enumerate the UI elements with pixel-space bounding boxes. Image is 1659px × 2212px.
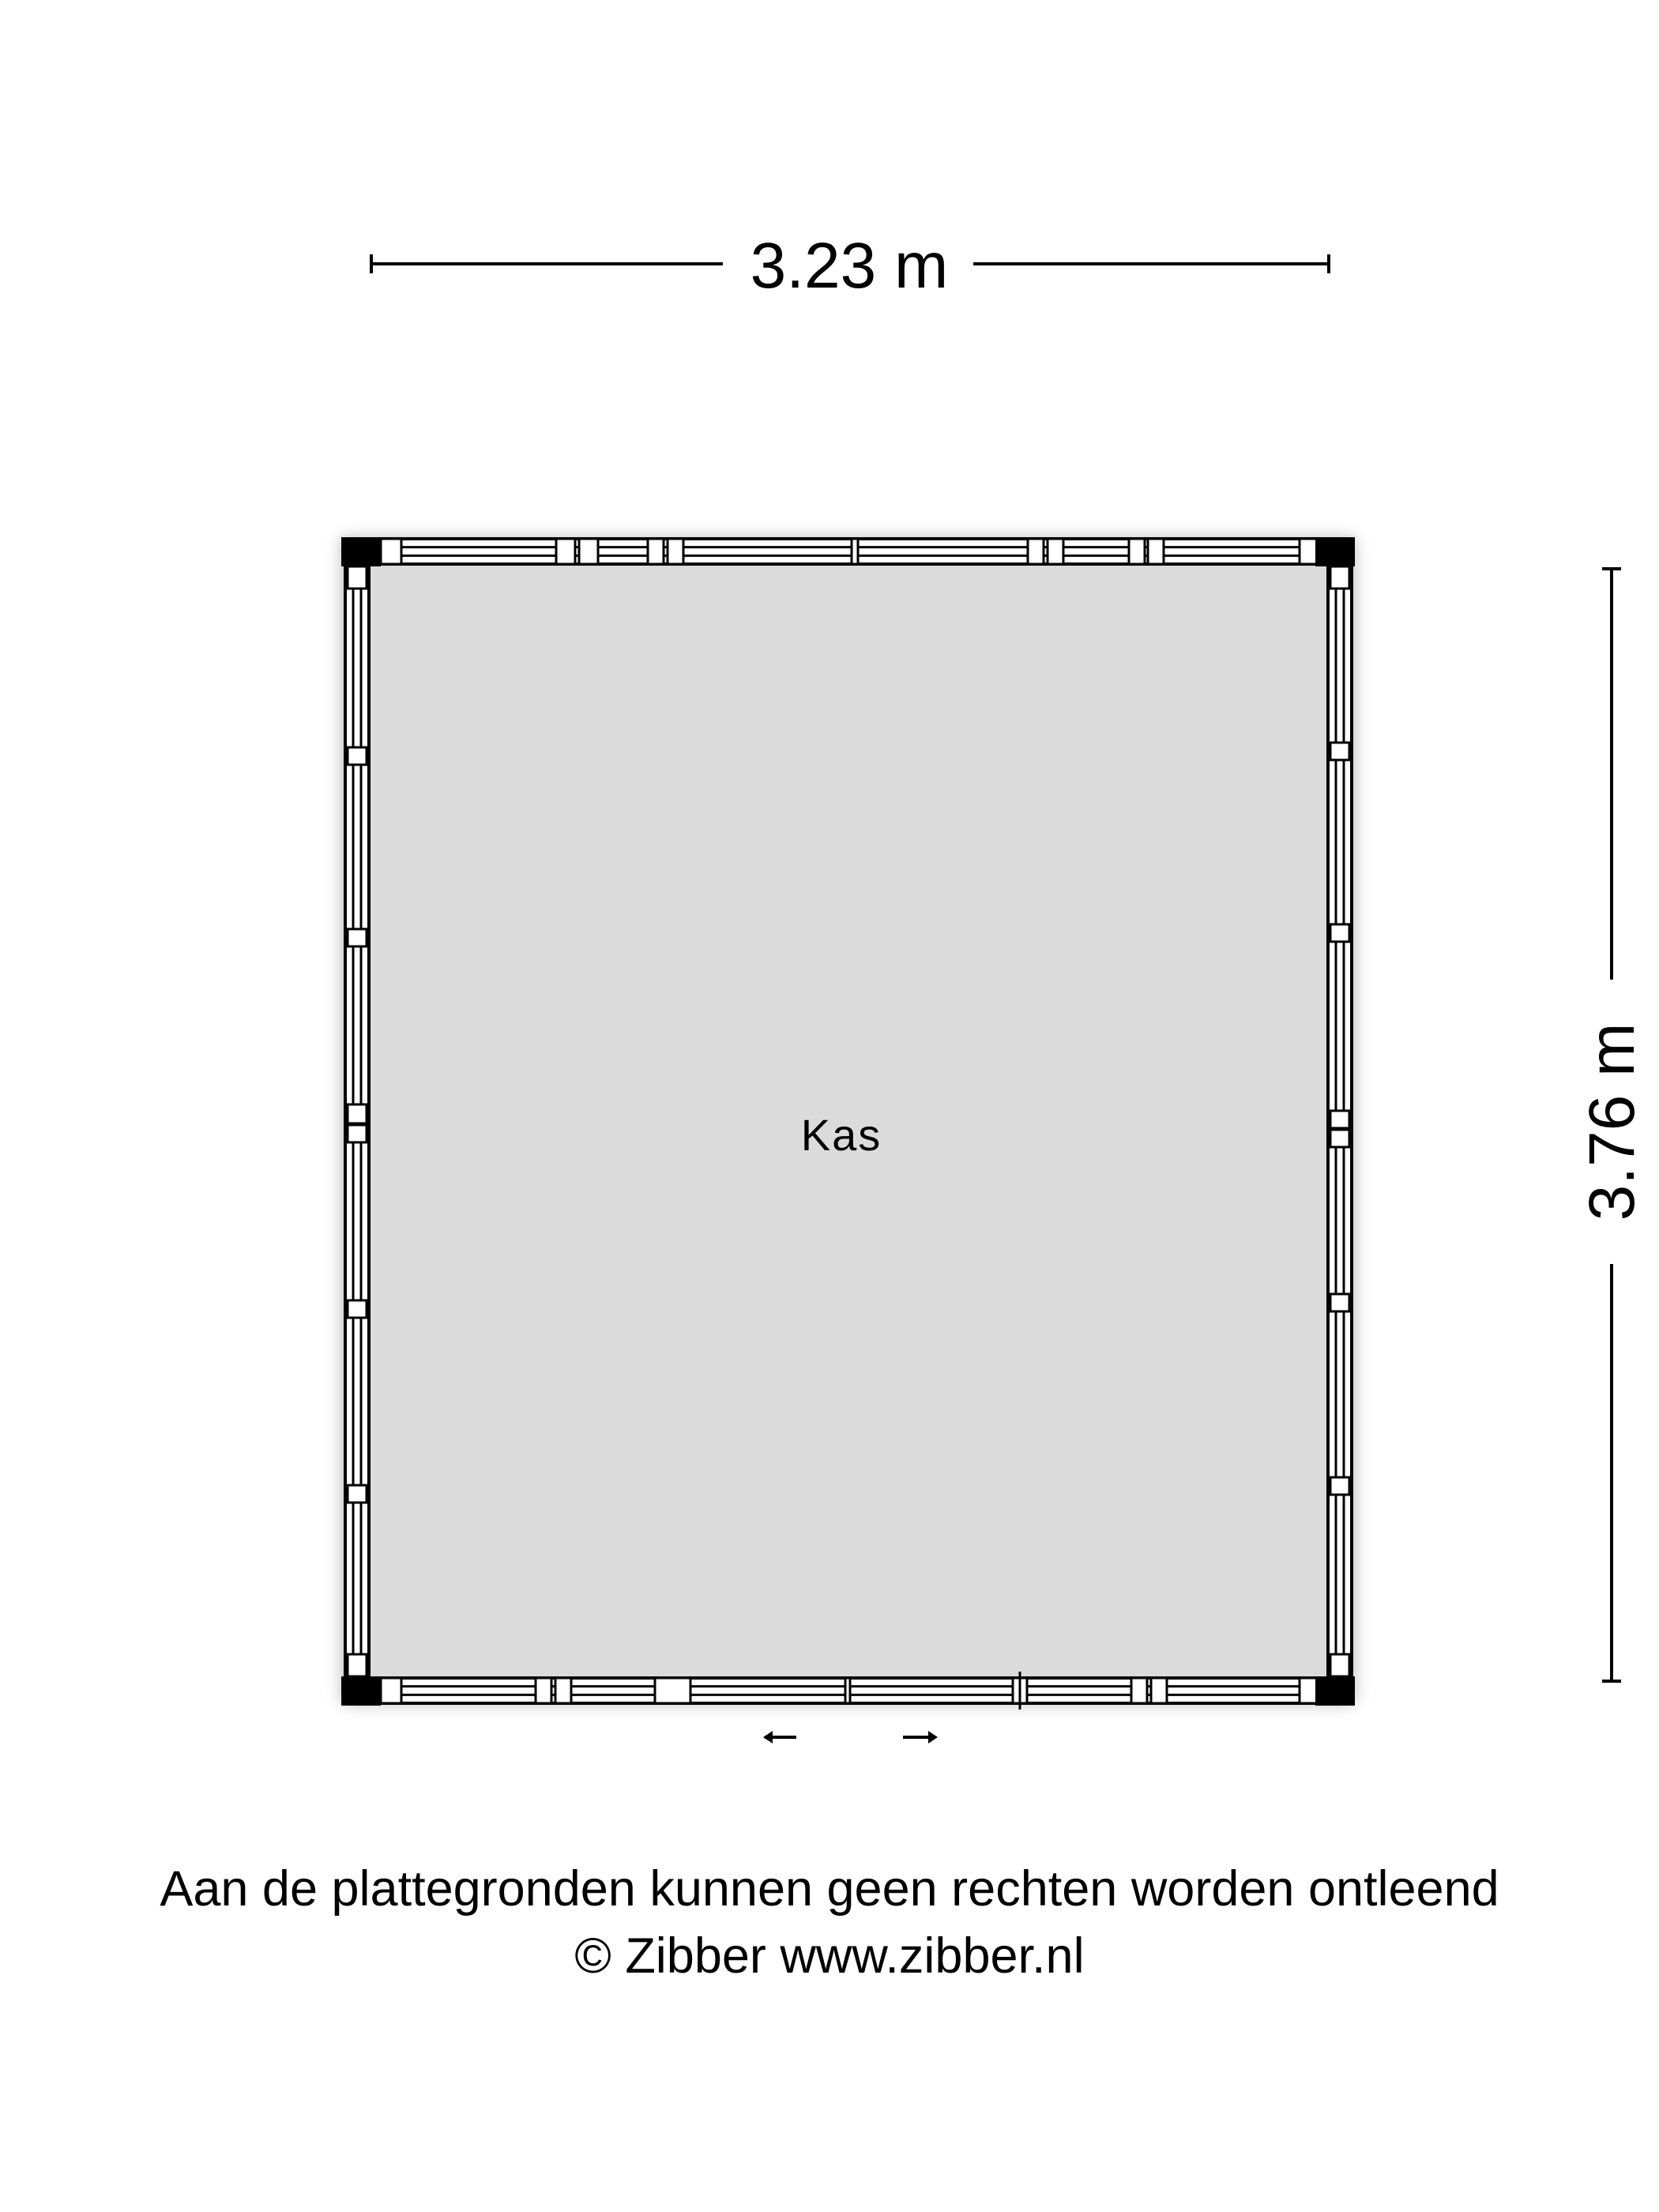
- window-mullion: [348, 747, 367, 765]
- window-mullion: [348, 929, 367, 946]
- depth-label: 3.76 m: [1576, 1022, 1648, 1221]
- window-mullion: [348, 566, 367, 589]
- window-mullion: [348, 1300, 367, 1318]
- window-mullion: [1028, 539, 1044, 564]
- depth-dimension: [1576, 569, 1648, 1681]
- window-mullion: [555, 1678, 571, 1703]
- window-mullion: [348, 1125, 367, 1142]
- window-mullion: [1330, 924, 1349, 942]
- corner-post: [1315, 537, 1355, 566]
- window-mullion: [1330, 566, 1349, 589]
- window-mullion: [1148, 539, 1164, 564]
- width-label: 3.23 m: [750, 230, 949, 302]
- corner-post: [341, 537, 381, 566]
- window-mullion: [1330, 743, 1349, 760]
- window-mullion: [845, 1678, 850, 1703]
- window-mullion: [348, 1104, 367, 1123]
- window-mullion: [1129, 539, 1145, 564]
- window-mullion: [852, 539, 858, 564]
- window-mullion: [381, 539, 401, 564]
- window-mullion: [1300, 539, 1318, 564]
- window-mullion: [348, 1654, 367, 1676]
- window-mullion: [1048, 539, 1063, 564]
- window-mullion: [1330, 1111, 1349, 1128]
- window-mullion: [1300, 1678, 1318, 1703]
- window-mullion: [668, 539, 683, 564]
- window-mullion: [1330, 1654, 1349, 1676]
- top-glass-wall: [381, 539, 1318, 564]
- window-mullion: [1131, 1678, 1147, 1703]
- window-mullion: [556, 539, 575, 564]
- copyright-text: © Zibber www.zibber.nl: [574, 1928, 1085, 1984]
- window-mullion: [1330, 1294, 1349, 1311]
- arrow-left-icon: [763, 1731, 796, 1744]
- corner-post: [1315, 1676, 1355, 1706]
- room-label: Kas: [800, 1110, 882, 1160]
- window-mullion: [1330, 1130, 1349, 1147]
- disclaimer-text: Aan de plattegronden kunnen geen rechten worden ontleend: [160, 1861, 1499, 1917]
- window-mullion: [381, 1678, 401, 1703]
- window-mullion: [536, 1678, 551, 1703]
- window-mullion: [655, 1678, 690, 1703]
- window-mullion: [1151, 1678, 1167, 1703]
- width-dimension: [371, 230, 1329, 302]
- sliding-door-arrows: [763, 1731, 938, 1744]
- window-mullion: [348, 1485, 367, 1503]
- window-mullion: [579, 539, 598, 564]
- arrow-right-icon: [903, 1731, 938, 1744]
- corner-post: [341, 1676, 381, 1706]
- window-mullion: [1330, 1477, 1349, 1495]
- window-mullion: [648, 539, 664, 564]
